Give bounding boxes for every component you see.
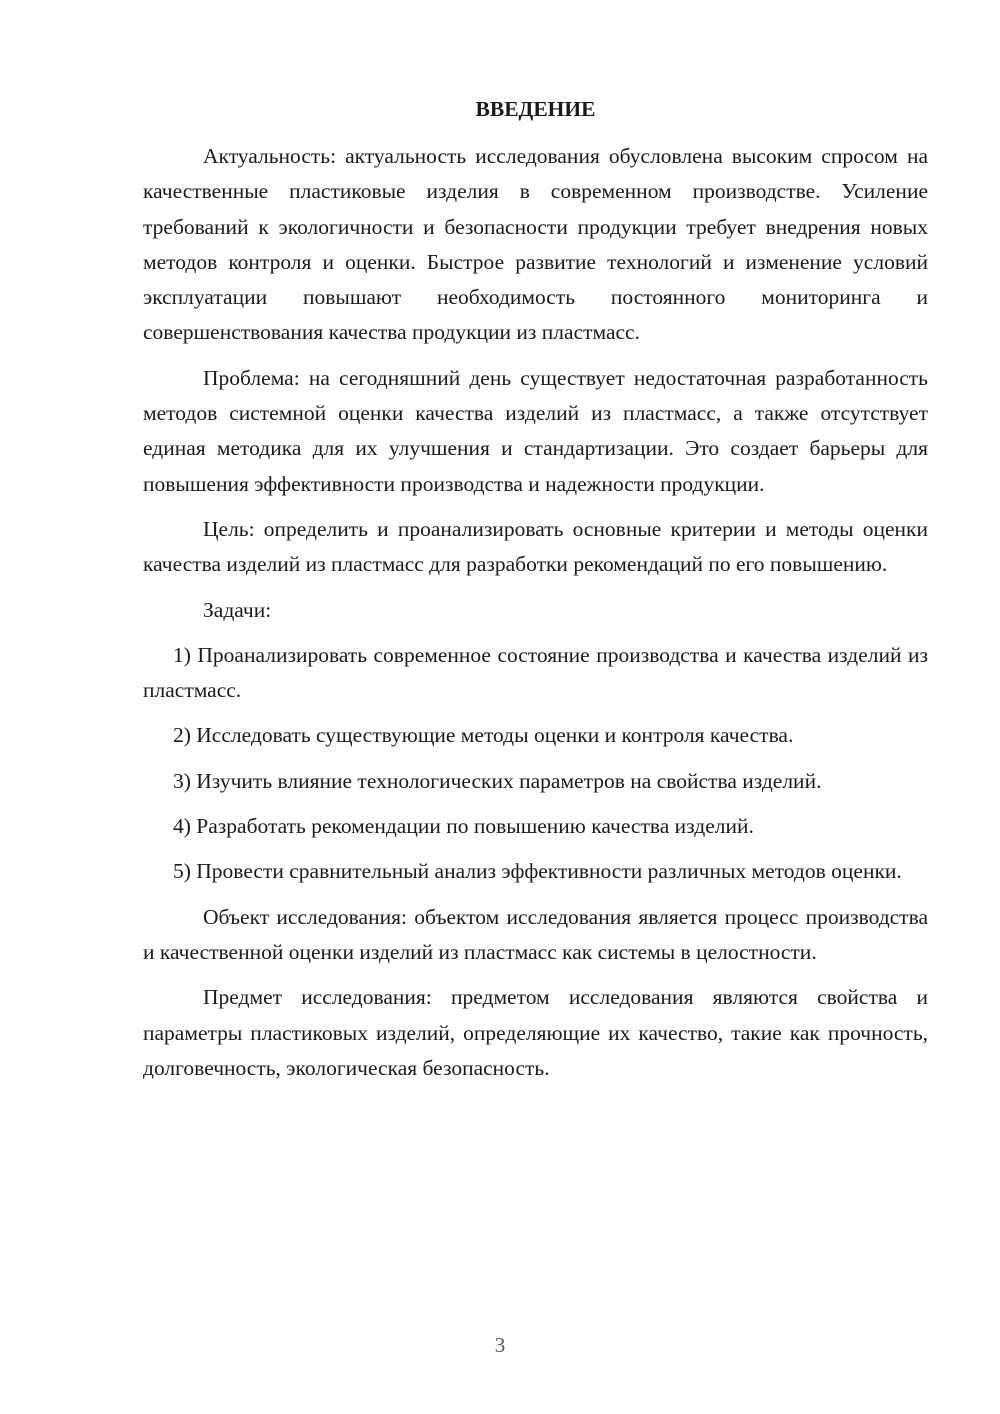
- task-item-4: 4) Разработать рекомендации по повышению качества изделий.: [173, 814, 754, 839]
- paragraph-subject: Предмет исследования: предметом исследования являются свойства и параметры пластиковых изделий, определяющие их качество, такие как прочность, долговечность, экологическая безопасность.: [143, 985, 928, 1080]
- paragraph-relevance: Актуальность: актуальность исследования обусловлена высоким спросом на качественные пластиковые изделия в современном производстве. Усиление требований к экологичности и безопасности продукции требует внедрения новых методов контроля и оценки. Быстрое развитие технологий и изменение условий эксплуатации повышают необходимость постоянного мониторинга и совершенствования качества продукции из пластмасс.: [143, 144, 928, 345]
- task-item-2: 2) Исследовать существующие методы оценки и контроля качества.: [173, 723, 794, 748]
- paragraph-tasks-heading: Задачи:: [203, 597, 272, 622]
- task-item-3: 3) Изучить влияние технологических параметров на свойства изделий.: [173, 768, 822, 793]
- page-number: 3: [494, 1333, 506, 1357]
- section-title: ВВЕДЕНИЕ: [475, 97, 596, 121]
- paragraph-object: Объект исследования: объектом исследования является процесс производства и качественной оценки изделий из пластмасс как системы в целостности.: [143, 904, 928, 964]
- paragraph-problem: Проблема: на сегодняшний день существует недостаточная разработанность методов системной оценки качества изделий из пластмасс, а также отсутствует единая методика для их улучшения и стандартизации. Это создает барьеры для повышения эффективности производства и надежности продукции.: [143, 365, 928, 496]
- document-page: [143, 92, 928, 1096]
- paragraph-goal: Цель: определить и проанализировать основные критерии и методы оценки качества изделий из пластмасс для разработки рекомендаций по его повышению.: [143, 516, 928, 577]
- task-item-5: 5) Провести сравнительный анализ эффективности различных методов оценки.: [173, 859, 902, 884]
- task-item-1: 1) Проанализировать современное состояние производства и качества изделий из пластмасс.: [143, 642, 928, 703]
